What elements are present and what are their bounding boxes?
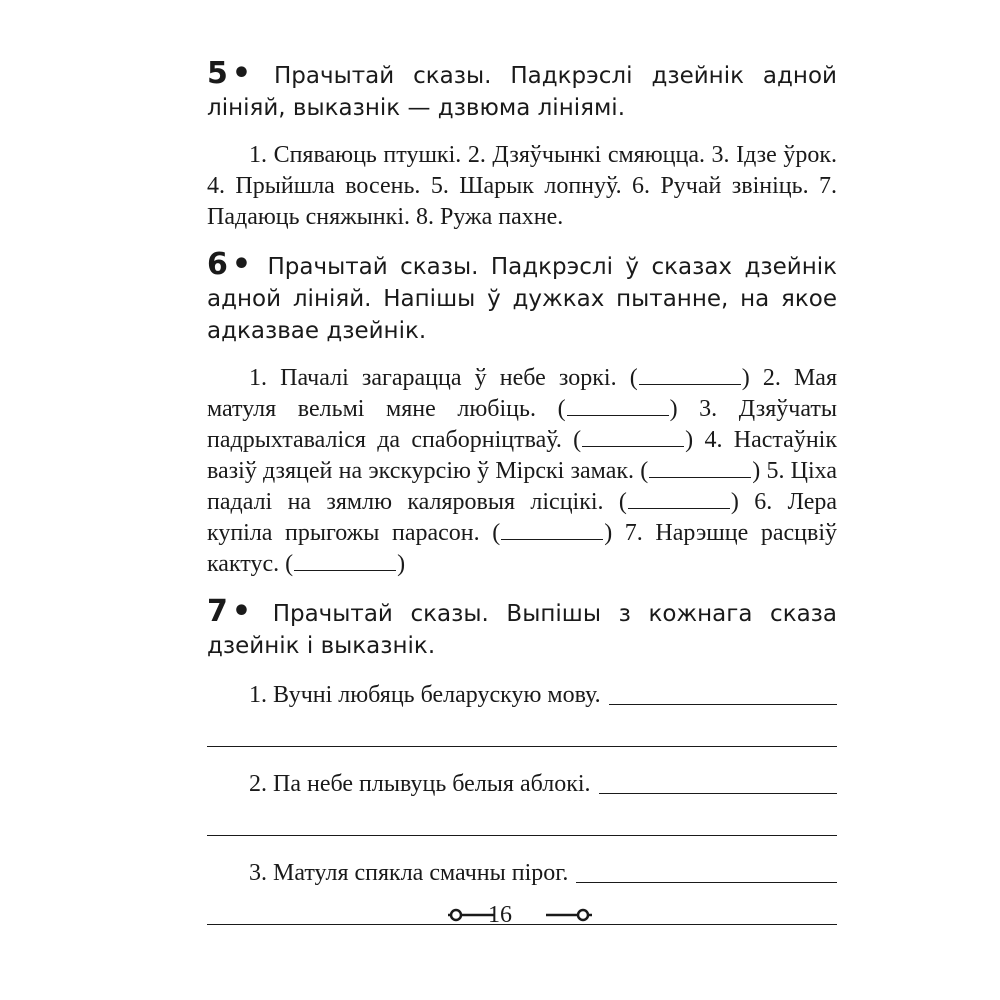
task-5 bbox=[207, 58, 837, 233]
answer-blank[interactable] bbox=[501, 521, 603, 540]
sentence-text: 1. Вучні любяць беларускую мову. bbox=[249, 682, 601, 708]
workbook-page bbox=[207, 58, 837, 925]
answer-blank[interactable] bbox=[649, 459, 751, 478]
sentence-text: 2. Па небе плывуць белыя аблокі. bbox=[249, 771, 591, 797]
answer-blank[interactable] bbox=[582, 428, 684, 447]
sentence-text: ) 6. Лера купіла прыгожы парасон. ( bbox=[207, 489, 838, 546]
task-instruction: Прачытай сказы. Падкрэслі дзейнік адной лініяй, выказнік — дзвюма лініямі. bbox=[207, 63, 837, 121]
answer-line[interactable] bbox=[609, 704, 837, 705]
task-7 bbox=[207, 596, 837, 925]
sentence-text: 1. Пачалі загарацца ў небе зоркі. ( bbox=[249, 365, 638, 391]
right-ornament-icon bbox=[546, 910, 592, 920]
sentence-text: ) 4. Настаўнік вазіў дзяцей на экскурсію ў Мірскі замак. ( bbox=[207, 427, 837, 484]
task-number: 7 bbox=[207, 594, 228, 629]
answer-row bbox=[207, 858, 837, 889]
sentence-text: ) 7. Нарэшце расцвіў кактус. ( bbox=[207, 520, 838, 577]
answer-line[interactable] bbox=[599, 793, 837, 794]
answer-block-1 bbox=[207, 680, 837, 747]
answer-line[interactable] bbox=[207, 834, 837, 836]
answer-blank[interactable] bbox=[639, 366, 741, 385]
task-5-sentences: 1. Спяваюць птушкі. 2. Дзяўчынкі смяюцца. 3. Ідзе ўрок. 4. Прыйшла восень. 5. Шарык лопнуў. 6. Ручай звініць. 7. Падаюць сняжынкі. 8. Ружа пахне. bbox=[207, 142, 837, 230]
task-6 bbox=[207, 249, 837, 580]
sentence-text: ) bbox=[397, 551, 406, 577]
page-footer bbox=[0, 900, 1000, 930]
task-6-sentences bbox=[207, 363, 837, 580]
sentence-text: ) 3. Дзяўчаты падрыхтаваліся да спаборніцтваў. ( bbox=[207, 396, 837, 453]
task-7-heading bbox=[207, 596, 837, 662]
task-number-dot: • bbox=[231, 56, 252, 91]
answer-line[interactable] bbox=[207, 745, 837, 747]
task-5-heading bbox=[207, 58, 837, 124]
task-6-heading bbox=[207, 249, 837, 347]
task-number-dot: • bbox=[231, 594, 252, 629]
page-number: 16 bbox=[488, 902, 512, 928]
answer-block-2 bbox=[207, 769, 837, 836]
task-instruction: Прачытай сказы. Падкрэслі ў сказах дзейнік адной лініяй. Напішы ў дужках пытанне, на якое адказвае дзейнік. bbox=[207, 254, 838, 344]
sentence-text: ) 2. Мая матуля вельмі мяне любіць. ( bbox=[207, 365, 837, 422]
task-number-dot: • bbox=[231, 247, 252, 282]
task-number: 5 bbox=[207, 56, 228, 91]
sentence-text: 3. Матуля спякла смачны пірог. bbox=[249, 860, 569, 886]
answer-blank[interactable] bbox=[567, 397, 669, 416]
answer-blank[interactable] bbox=[294, 552, 396, 571]
sentence-text: ) 5. Ціха падалі на зямлю каляровыя лісцікі. ( bbox=[207, 458, 837, 515]
answer-line[interactable] bbox=[576, 882, 837, 883]
answer-row bbox=[207, 680, 837, 711]
task-number: 6 bbox=[207, 247, 228, 282]
answer-row bbox=[207, 769, 837, 800]
answer-blank[interactable] bbox=[628, 490, 730, 509]
task-instruction: Прачытай сказы. Выпішы з кожнага сказа дзейнік і выказнік. bbox=[207, 601, 838, 659]
